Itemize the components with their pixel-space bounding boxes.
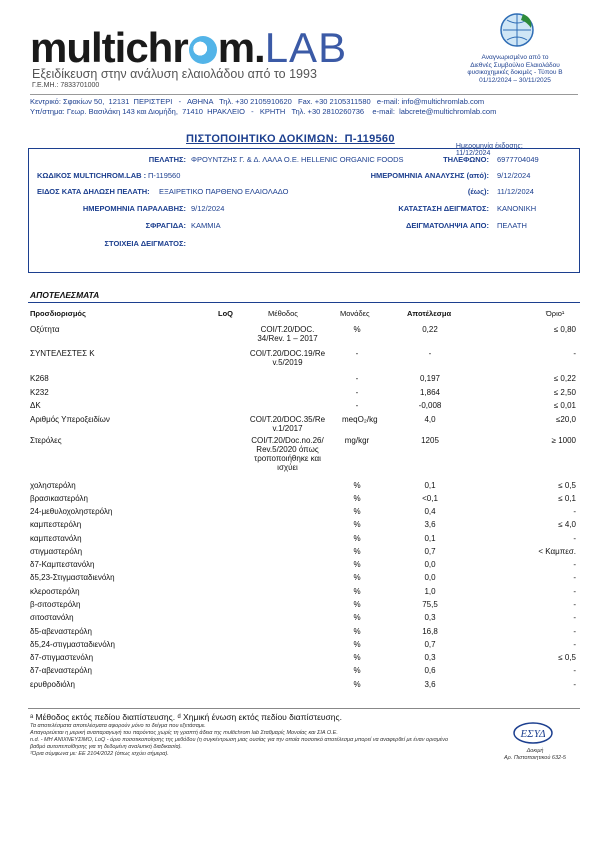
- row-result: 1205: [421, 436, 439, 445]
- row-unit: %: [353, 587, 361, 596]
- row-limit: -: [573, 587, 576, 596]
- row-limit: -: [573, 349, 576, 358]
- kind-value: ΕΞΑΙΡΕΤΙΚΟ ΠΑΡΘΕΝΟ ΕΛΑΙΟΛΑΔΟ: [159, 187, 289, 196]
- row-param: ΣΥΝΤΕΛΕΣΤΕΣ Κ: [30, 349, 95, 358]
- gemi-number: Γ.Ε.ΜΗ.: 7833701000: [32, 82, 100, 89]
- sample-state-value: ΚΑΝΟΝΙΚΗ: [497, 204, 537, 213]
- row-limit: -: [573, 534, 576, 543]
- row-limit: ≤ 0,5: [558, 481, 576, 490]
- row-result: 0,22: [422, 325, 438, 334]
- row-result: 4,0: [424, 415, 436, 424]
- lab-code-label: ΚΩΔΙΚΟΣ MULTICHROM.LAB :: [37, 171, 147, 180]
- row-param: δ5,24-στιγμασταδιενόλη: [30, 640, 115, 649]
- row-limit: ≤ 4,0: [558, 520, 576, 529]
- row-unit: %: [353, 325, 361, 334]
- col-header-param: Προσδιορισμός: [30, 309, 86, 318]
- sample-state-label: ΚΑΤΑΣΤΑΣΗ ΔΕΙΓΜΑΤΟΣ:: [398, 204, 489, 213]
- row-param: δ7-αβεναστερόλη: [30, 666, 92, 675]
- row-param: χοληστερόλη: [30, 481, 76, 490]
- esyd-logo-icon: [513, 722, 553, 744]
- row-unit: %: [353, 653, 361, 662]
- row-limit: ≤ 0,22: [553, 374, 576, 383]
- row-limit: ≤ 0,01: [553, 401, 576, 410]
- accreditation-line: φυσικοχημικές δοκιμές - Τύπου Β: [467, 69, 563, 76]
- row-result: 0,197: [419, 374, 441, 383]
- certificate-title: ΠΙΣΤΟΠΟΙΗΤΙΚΟ ΔΟΚΙΜΩΝ: Π-119560: [186, 133, 395, 145]
- issue-date-value: 11/12/2024: [455, 150, 491, 157]
- footer-divider: [28, 708, 580, 709]
- address-branch: Υπ/στημα: Γεωρ. Βασιλάκη 143 και Διομήδη, 71410 ΗΡΑΚΛΕΙΟ - ΚΡΗΤΗ Τηλ. +30 2810260736 e-mail: labcrete@multichromlab.com: [30, 107, 497, 116]
- issue-date-label: Ημερομηνία έκδοσης:: [455, 143, 523, 150]
- footnote-line: βαθμό αυτοπεποίθησης για τη δεδομένη αναλυτική διαδικασία).: [30, 744, 182, 750]
- esyd-logo-text: ΕΣΥΔ: [520, 728, 546, 740]
- row-unit: %: [353, 481, 361, 490]
- row-result: 1,0: [424, 587, 436, 596]
- row-result: 3,6: [424, 680, 436, 689]
- row-result: -0,008: [418, 401, 442, 410]
- footnote-line: ¹Όρια σύμφωνα με: ΕΕ 2104/2022 (όπως ισχύει σήμερα).: [30, 751, 169, 757]
- row-limit: -: [573, 680, 576, 689]
- row-method: COI/T.20/Doc.no.26/ Rev.5/2020 όπως τροποποιήθηκε και ισχύει: [251, 436, 324, 472]
- row-unit: %: [353, 547, 361, 556]
- row-limit: -: [573, 573, 576, 582]
- row-param: δ7-Καμπεστανόλη: [30, 560, 95, 569]
- accreditation-line: Αναγνωρισμένο από το: [481, 54, 549, 61]
- row-method: COI/T.20/DOC.35/Re v.1/2017: [249, 415, 326, 433]
- row-result: 0,4: [424, 507, 436, 516]
- kind-label: ΕΙΔΟΣ ΚΑΤΑ ΔΗΛΩΣΗ ΠΕΛΑΤΗ:: [37, 187, 150, 196]
- row-limit: ≤20,0: [556, 415, 576, 424]
- row-unit: %: [353, 573, 361, 582]
- row-result: 0,3: [424, 653, 436, 662]
- ioc-globe-icon: [497, 8, 537, 52]
- header-divider: [30, 94, 578, 95]
- row-result: 0,0: [424, 573, 436, 582]
- row-result: 0,0: [424, 560, 436, 569]
- row-unit: %: [353, 680, 361, 689]
- analysis-to-label: (έως):: [467, 187, 489, 196]
- row-unit: %: [353, 666, 361, 675]
- logo-text: multichr: [30, 24, 188, 71]
- seal-label: ΣΦΡΑΓΙΔΑ:: [145, 221, 186, 230]
- footnote-line: Απαγορεύεται η μερική αναπαραγωγή του παρόντος χωρίς τη γραπτή άδεια της multichrom lab Σταθμαρίς Μονοίας και ΣΙΑ Ο.Ε.: [30, 730, 338, 736]
- row-limit: ≤ 2,50: [553, 388, 576, 397]
- row-param: Οξύτητα: [30, 325, 60, 334]
- row-limit: ≥ 1000: [551, 436, 576, 445]
- row-unit: -: [355, 374, 359, 383]
- sampling-value: ΠΕΛΑΤΗ: [497, 221, 527, 230]
- row-result: -: [428, 349, 432, 358]
- row-unit: %: [353, 627, 361, 636]
- sample-data-label: ΣΤΟΙΧΕΙΑ ΔΕΙΓΜΑΤΟΣ:: [104, 239, 186, 248]
- row-limit: ≤ 0,1: [558, 494, 576, 503]
- accreditation-line: Διεθνές Συμβούλιο Ελαιολάδου: [470, 61, 560, 69]
- row-param: Στερόλες: [30, 436, 62, 445]
- accreditation-line: 01/12/2024 – 30/11/2025: [479, 76, 551, 84]
- col-header-result: Αποτέλεσμα: [407, 309, 452, 318]
- row-result: 3,6: [424, 520, 436, 529]
- row-unit: %: [353, 560, 361, 569]
- row-param: κλεροστερόλη: [30, 587, 80, 596]
- row-method: COI/T.20/DOC. 34/Rev. 1 – 2017: [257, 325, 318, 343]
- col-header-unit: Μονάδες: [340, 309, 370, 318]
- row-result: 0,6: [424, 666, 436, 675]
- logo-droplet-icon: [189, 36, 217, 64]
- row-param: ΔΚ: [30, 401, 41, 410]
- row-result: 1,864: [419, 388, 441, 397]
- row-result: 0,1: [424, 481, 436, 490]
- results-divider: [28, 302, 580, 303]
- results-title: ΑΠΟΤΕΛΕΣΜΑΤΑ: [30, 290, 100, 300]
- row-param: K268: [30, 374, 49, 383]
- row-unit: %: [353, 600, 361, 609]
- col-header-limit: Όριο¹: [546, 309, 565, 318]
- row-param: δ5,23-Στιγμασταδιενόλη: [30, 573, 115, 582]
- logo-lab-text: LAB: [264, 24, 348, 71]
- row-unit: meqO₂/kg: [342, 415, 378, 424]
- esyd-caption-line: Αρ. Πιστοποιητικού 632-5: [504, 755, 566, 761]
- row-param: στιγμαστερόλη: [30, 547, 83, 556]
- footnote-line: Τα αποτελέσματα αποτελέσματα αφορούν μόνο το δείγμα που εξετάσαμε.: [30, 723, 206, 729]
- row-param: Αριθμός Υπεροξειδίων: [30, 415, 110, 424]
- row-param: δ7-στιγμαστενόλη: [30, 653, 94, 662]
- row-result: 0,1: [424, 534, 436, 543]
- analysis-from-label: ΗΜΕΡΟΜΗΝΙΑ ΑΝΑΛΥΣΗΣ (από):: [370, 171, 489, 180]
- row-unit: -: [355, 349, 359, 358]
- row-limit: -: [573, 560, 576, 569]
- row-unit: %: [353, 534, 361, 543]
- row-limit: -: [573, 507, 576, 516]
- sampling-label: ΔΕΙΓΜΑΤΟΛΗΨΙΑ ΑΠΟ:: [405, 221, 489, 230]
- phone-label: ΤΗΛΕΦΩΝΟ:: [443, 155, 489, 164]
- accreditation-note: ᵃ Μέθοδος εκτός πεδίου διαπίστευσης. ᵈ Χημική ένωση εκτός πεδίου διαπίστευσης.: [30, 712, 342, 722]
- row-result: 75,5: [422, 600, 438, 609]
- logo-text-rest: m.: [217, 24, 265, 71]
- row-method: COI/T.20/DOC.19/Re v.5/2019: [249, 349, 326, 367]
- row-param: 24-μεθυλοχοληστερόλη: [30, 507, 113, 516]
- col-header-loq: LoQ: [218, 309, 233, 318]
- col-header-method: Μέθοδος: [268, 309, 298, 318]
- row-limit: < Καμπεσ.: [538, 547, 576, 556]
- company-logo: [30, 26, 347, 70]
- row-param: βρασικαστερόλη: [30, 494, 88, 503]
- esyd-caption: [490, 748, 580, 762]
- row-result: 0,7: [424, 547, 436, 556]
- row-limit: ≤ 0,80: [553, 325, 576, 334]
- footnote-line: n.d. - ΜΗ ΑΝΙΧΝΕΥΣΙΜΟ, LoQ - όριο ποσοτικοποίησης της μεθόδου (η συγκέντρωση μιας ουσίας για την οποία ποσοτικό αποτέλεσμα μπορεί να αναφερθεί με έναν ορισμένο: [30, 737, 448, 743]
- row-result: 16,8: [422, 627, 438, 636]
- receipt-date-label: ΗΜΕΡΟΜΗΝΙΑ ΠΑΡΑΛΑΒΗΣ:: [82, 204, 186, 213]
- row-unit: %: [353, 640, 361, 649]
- row-limit: -: [573, 627, 576, 636]
- seal-value: ΚΑΜΜΙΑ: [191, 221, 221, 230]
- row-param: ερυθροδιόλη: [30, 680, 75, 689]
- row-unit: %: [353, 613, 361, 622]
- analysis-from-value: 9/12/2024: [497, 171, 531, 180]
- client-label: ΠΕΛΑΤΗΣ:: [148, 155, 186, 164]
- row-param: σιτοστανόλη: [30, 613, 74, 622]
- row-param: β-σιτοστερόλη: [30, 600, 81, 609]
- tagline: Εξειδίκευση στην ανάλυση ελαιολάδου από το 1993: [32, 67, 317, 81]
- row-limit: -: [573, 600, 576, 609]
- receipt-date-value: 9/12/2024: [191, 204, 225, 213]
- row-unit: %: [353, 507, 361, 516]
- row-unit: -: [355, 401, 359, 410]
- esyd-caption-line: Δοκιμή: [526, 748, 544, 754]
- accreditation-text: [440, 54, 590, 84]
- row-limit: -: [573, 613, 576, 622]
- phone-value: 6977704049: [497, 155, 539, 164]
- row-result: 0,3: [424, 613, 436, 622]
- lab-code-value: Π-119560: [148, 171, 181, 180]
- client-value: ΦΡΟΥΝΤΖΗΣ Γ. & Δ. ΛΑΛΑ Ο.Ε. HELLENIC ORGANIC FOODS: [191, 155, 404, 164]
- analysis-to-value: 11/12/2024: [497, 187, 534, 196]
- row-param: καμπεστερόλη: [30, 520, 82, 529]
- row-param: καμπεστανόλη: [30, 534, 82, 543]
- row-result: <0,1: [422, 494, 438, 503]
- row-result: 0,7: [424, 640, 436, 649]
- row-unit: %: [353, 520, 361, 529]
- row-limit: ≤ 0,5: [558, 653, 576, 662]
- address-main: Κεντρικό: Σφακίων 50, 12131 ΠΕΡΙΣΤΕΡΙ - ΑΘΗΝΑ Τηλ. +30 2105910620 Fax. +30 2105311580 e-mail: info@multichromlab.com: [30, 97, 485, 106]
- row-param: K232: [30, 388, 49, 397]
- row-limit: -: [573, 666, 576, 675]
- row-unit: mg/kgr: [344, 436, 370, 445]
- sample-info-box: [28, 148, 580, 273]
- row-limit: -: [573, 640, 576, 649]
- row-param: δ5-αβεναστερόλη: [30, 627, 92, 636]
- row-unit: %: [353, 494, 361, 503]
- row-unit: -: [355, 388, 359, 397]
